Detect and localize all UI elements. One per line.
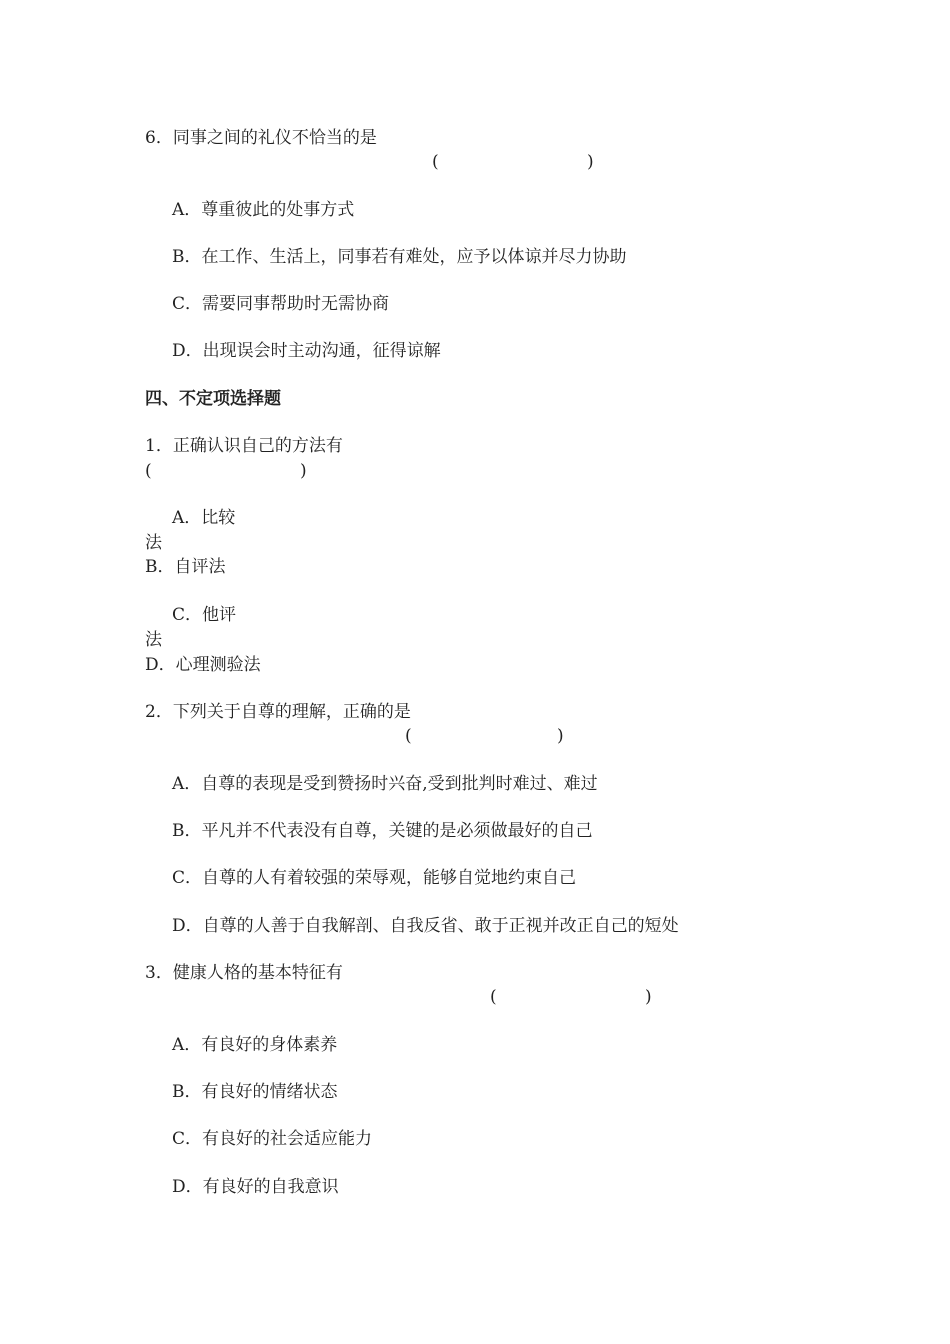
m1-option-c-wrap: 法 [145,630,162,650]
m3-option-b: B．有良好的情绪状态 [172,1082,338,1102]
m2-answer-paren-open: ( [405,726,412,746]
m2-option-a: A．自尊的表现是受到赞扬时兴奋,受到批判时难过、难过 [172,774,598,794]
q6-option-b: B．在工作、生活上，同事若有难处，应予以体谅并尽力协助 [172,247,627,267]
q6-answer-paren-open: ( [432,152,439,172]
q6-stem: 6．同事之间的礼仪不恰当的是 [145,128,377,148]
m2-stem: 2．下列关于自尊的理解，正确的是 [145,702,411,722]
q6-option-a: A．尊重彼此的处事方式 [172,200,355,220]
m1-option-c: C．他评 [172,605,237,625]
m2-option-c: C．自尊的人有着较强的荣辱观，能够自觉地约束自己 [172,868,577,888]
m1-stem: 1．正确认识自己的方法有 [145,436,343,456]
m1-option-d: D．心理测验法 [145,655,261,675]
m1-option-b: B．自评法 [145,557,226,577]
m1-answer-paren-open: ( [145,461,152,481]
m3-option-d: D．有良好的自我意识 [172,1177,339,1197]
q6-option-c: C．需要同事帮助时无需协商 [172,294,390,314]
q6-option-d: D．出现误会时主动沟通，征得谅解 [172,341,441,361]
m3-option-c: C．有良好的社会适应能力 [172,1129,373,1149]
m1-option-a-wrap: 法 [145,533,162,553]
m3-option-a: A．有良好的身体素养 [172,1035,338,1055]
m3-answer-paren-close: ) [645,987,652,1007]
m3-answer-paren-open: ( [490,987,497,1007]
section-heading: 四、不定项选择题 [145,389,281,409]
m1-answer-paren-close: ) [300,461,307,481]
m2-answer-paren-close: ) [557,726,564,746]
q6-answer-paren-close: ) [587,152,594,172]
m1-option-a: A．比较 [172,508,236,528]
m3-stem: 3．健康人格的基本特征有 [145,963,343,983]
m2-option-d: D．自尊的人善于自我解剖、自我反省、敢于正视并改正自己的短处 [172,916,679,936]
m2-option-b: B．平凡并不代表没有自尊，关键的是必须做最好的自己 [172,821,593,841]
